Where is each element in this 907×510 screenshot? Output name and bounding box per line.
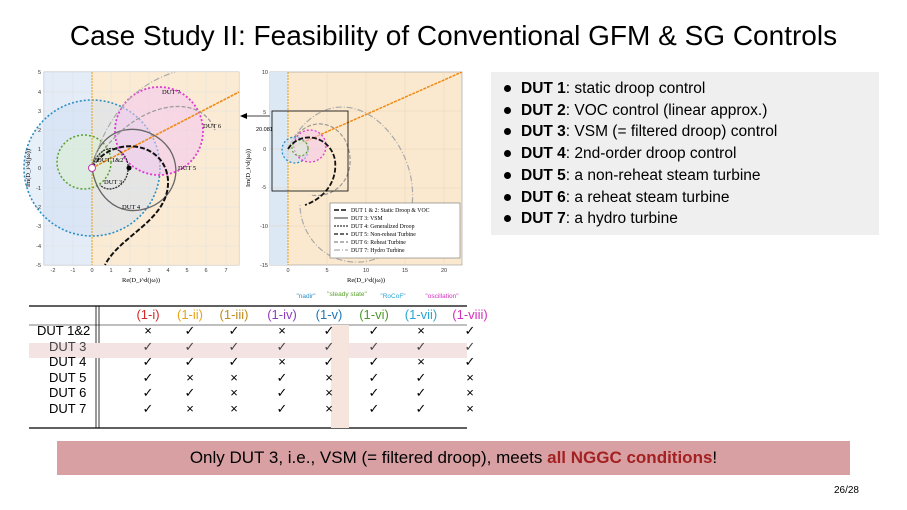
left-ytick: 4 (37, 90, 41, 96)
table-cell: ✓ (368, 400, 380, 416)
table-row (29, 323, 495, 339)
legend-entry: DUT 6: Reheat Turbine (351, 240, 406, 246)
curve-label-dut6: DUT 6 (203, 123, 222, 130)
table-cell: × (230, 385, 238, 401)
table-cell: ✓ (142, 369, 154, 385)
row-label: DUT 3 (49, 338, 87, 354)
left-ytick: 1 (37, 147, 41, 153)
table-cell: ✓ (228, 338, 240, 354)
col-1-v: (1-v) (315, 306, 343, 322)
left-xtick: 2 (128, 268, 132, 274)
table-cell: ✓ (142, 338, 154, 354)
condition-name-oscillation: "oscillation" (425, 293, 459, 300)
right-xtick: 15 (401, 268, 409, 274)
table-row (29, 339, 495, 355)
table-cell: ✓ (142, 354, 154, 370)
curve-label-dut3: DUT 3 (104, 179, 123, 186)
list-item: DUT 1: static droop control (503, 78, 879, 100)
table-cell: ✓ (142, 400, 154, 416)
list-item: DUT 6: a reheat steam turbine (503, 187, 879, 209)
table-cell: × (417, 323, 425, 338)
table-cell: × (144, 323, 152, 338)
table-cell: × (466, 385, 474, 401)
table-cell: ✓ (464, 323, 476, 338)
left-xtick: -2 (50, 268, 56, 274)
left-ytick: -4 (36, 244, 41, 250)
left-xtick: 5 (185, 268, 189, 274)
table-header-row (29, 306, 495, 323)
curve-label-dut7: DUT 7 (162, 89, 181, 96)
table-cell: ✓ (368, 338, 380, 354)
list-item: DUT 2: VOC control (linear approx.) (503, 100, 879, 122)
conclusion-text: Only DUT 3, i.e., VSM (= filtered droop), meets (189, 448, 548, 467)
right-xlabel: Re(D_i^d(jω)) (346, 277, 386, 284)
table-row (29, 401, 495, 417)
conclusion-suffix: ! (712, 448, 718, 467)
right-xtick: 20 (440, 268, 448, 274)
legend-entry: DUT 5: Non-reheat Turbine (351, 232, 416, 238)
left-plot (24, 70, 239, 284)
table-cell: ✓ (368, 323, 380, 338)
table-cell: × (417, 354, 425, 370)
table-cell: ✓ (415, 385, 427, 401)
left-xtick: 3 (147, 268, 151, 274)
list-item: DUT 7: a hydro turbine (503, 208, 879, 230)
table-cell: ✓ (415, 338, 427, 354)
inset-ytick: -5 (261, 185, 266, 191)
left-ytick: 2 (37, 128, 41, 134)
left-xtick: 1 (109, 268, 113, 274)
table-cell: ✓ (323, 338, 335, 354)
legend-entry: DUT 3: VSM (351, 216, 383, 222)
curve-label-dut5: DUT 5 (178, 165, 197, 172)
table-cell: ✓ (276, 369, 288, 385)
table-cell: × (466, 369, 474, 385)
inset-ytick: 5 (263, 110, 266, 116)
table-cell: ✓ (464, 354, 476, 370)
table-cell: × (325, 400, 333, 416)
legend-entry: DUT 4: Generalized Droop (351, 224, 415, 230)
row-label: DUT 7 (49, 400, 87, 416)
left-xlabel: Re(D_i^d(jω)) (121, 277, 161, 284)
table-cell: ✓ (368, 354, 380, 370)
table-cell: × (186, 400, 194, 416)
table-cell: × (466, 400, 474, 416)
table-cell: ✓ (276, 385, 288, 401)
table-cell: ✓ (368, 369, 380, 385)
right-xtick: 10 (362, 268, 370, 274)
row-label: DUT 5 (49, 369, 87, 385)
table-cell: ✓ (228, 354, 240, 370)
table-cell: ✓ (368, 385, 380, 401)
legend-entry: DUT 1 & 2: Static Droop & VOC (351, 208, 430, 214)
condition-name-steady-state: "steady state" (327, 291, 367, 298)
right-ytick: -10 (260, 224, 268, 230)
table-cell: × (278, 354, 286, 370)
right-xtick: 0 (286, 268, 290, 274)
condition-name-nadir: "nadir" (296, 293, 316, 300)
condition-name-rocof: "RoCoF" (380, 293, 406, 300)
col-1-i: (1-i) (136, 306, 160, 322)
conclusion-highlight: all NGGC conditions (547, 448, 713, 467)
table-cell: ✓ (276, 338, 288, 354)
table-cell: ✓ (464, 338, 476, 354)
table-cell: ✓ (415, 400, 427, 416)
table-cell: ✓ (276, 400, 288, 416)
list-item: DUT 5: a non-reheat steam turbine (503, 165, 879, 187)
figure-nyquist (20, 62, 470, 307)
left-ytick: -5 (36, 263, 41, 269)
feasibility-table (29, 306, 495, 417)
dut-list (503, 78, 879, 230)
left-xtick: 4 (166, 268, 170, 274)
dut-description-box (491, 72, 879, 235)
list-item: DUT 4: 2nd-order droop control (503, 143, 879, 165)
left-ytick: -2 (36, 205, 41, 211)
row-label: DUT 4 (49, 354, 87, 370)
col-1-ii: (1-ii) (177, 306, 203, 322)
table-cell: × (230, 369, 238, 385)
col-1-vi: (1-vi) (359, 306, 389, 322)
list-item: DUT 3: VSM (= filtered droop) control (503, 121, 879, 143)
table-cell: ✓ (184, 385, 196, 401)
inset-ytick: 0 (263, 147, 266, 153)
table-row (29, 370, 495, 386)
table-cell: ✓ (184, 323, 196, 338)
left-ytick: 3 (37, 109, 41, 115)
legend-entry: DUT 7: Hydro Turbine (351, 248, 405, 254)
row-label: DUT 6 (49, 385, 87, 401)
left-ytick: 0 (37, 166, 41, 172)
table-cell: × (230, 400, 238, 416)
table-cell: ✓ (184, 338, 196, 354)
table-cell: × (186, 369, 194, 385)
figure-legend (330, 203, 460, 258)
page-number: 26/28 (833, 485, 859, 496)
table-cell: × (325, 385, 333, 401)
table-cell: ✓ (142, 385, 154, 401)
col-1-iv: (1-iv) (267, 306, 297, 322)
left-ytick: -3 (36, 224, 41, 230)
table-cell: ✓ (228, 323, 240, 338)
left-xtick: 0 (90, 268, 94, 274)
right-ytick: -15 (260, 263, 268, 269)
table-cell: × (325, 369, 333, 385)
table-cell: ✓ (184, 354, 196, 370)
slide-title: Case Study II: Feasibility of Conventional GFM & SG Controls (69, 20, 838, 51)
left-xtick: 7 (224, 268, 228, 274)
table-cell: ✓ (323, 354, 335, 370)
table-cell: ✓ (415, 369, 427, 385)
left-xtick: 6 (204, 268, 208, 274)
col-1-vii: (1-vii) (404, 306, 438, 322)
curve-label-dut4: DUT 4 (122, 204, 141, 211)
row-label: DUT 1&2 (37, 323, 91, 338)
right-ytick: 10 (261, 70, 268, 76)
col-1-viii: (1-viii) (452, 306, 488, 322)
left-ytick: -1 (36, 186, 41, 192)
table-cell: ✓ (323, 323, 335, 338)
table-cell: × (278, 323, 286, 338)
left-xtick: -1 (70, 268, 76, 274)
table-row (29, 385, 495, 401)
inset-value-label: 20.081 (256, 127, 273, 133)
curve-label-dut12: DUT 1&2 (97, 157, 124, 164)
col-1-iii: (1-iii) (219, 306, 249, 322)
left-ytick: 5 (37, 70, 41, 76)
left-ylabel: Im(D_i^d(jω)) (25, 148, 32, 188)
right-plot (245, 70, 462, 284)
right-ylabel: Im(D_i^d(jω)) (245, 148, 252, 188)
table-row (29, 354, 495, 370)
right-xtick: 5 (325, 268, 329, 274)
conclusion-banner (57, 441, 850, 475)
